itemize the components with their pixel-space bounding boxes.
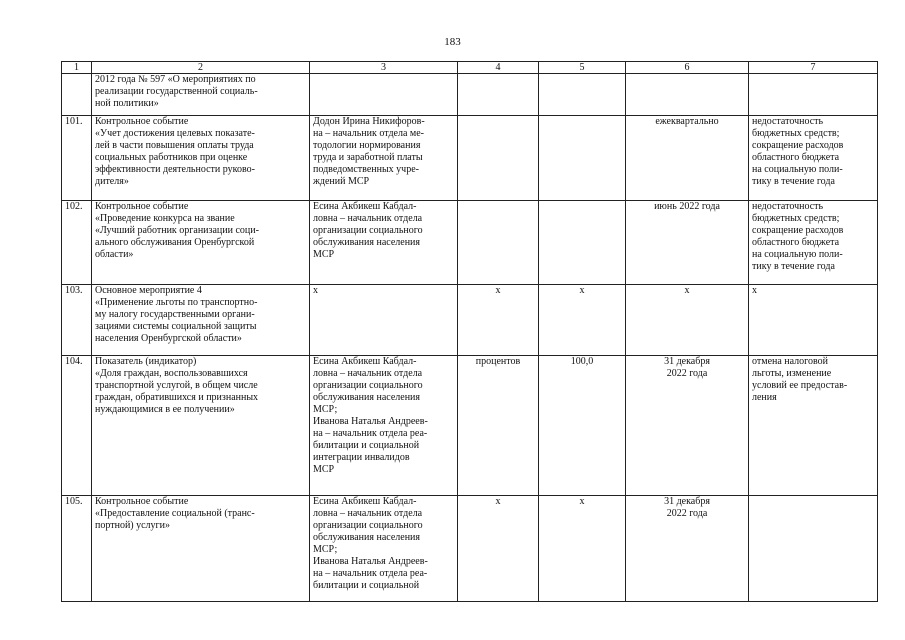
risks-line: сокращение расходов <box>752 140 844 151</box>
deadline-line: ежеквартально <box>655 116 719 127</box>
event-description <box>92 116 310 201</box>
risks <box>749 496 878 602</box>
risks-line: тику в течение года <box>752 176 835 187</box>
event-description-line: «Доля граждан, воспользовавшихся <box>95 368 248 379</box>
responsible-person <box>310 356 458 496</box>
event-description-line: ной политики» <box>95 98 159 109</box>
unit-of-measure: х <box>458 496 539 602</box>
row-number: 103. <box>62 285 92 356</box>
responsible-person-line: МСР; <box>313 544 338 555</box>
page-number: 183 <box>444 36 461 48</box>
unit-of-measure: процентов <box>458 356 539 496</box>
unit-of-measure <box>458 74 539 116</box>
risks <box>749 356 878 496</box>
event-description-line: лей в части повышения оплаты труда <box>95 140 254 151</box>
event-description-line: Контрольное событие <box>95 496 189 507</box>
unit-of-measure: х <box>458 285 539 356</box>
deadline-line: х <box>684 285 690 296</box>
risks-line: бюджетных средств; <box>752 128 840 139</box>
responsible-person-line: МСР <box>313 249 335 260</box>
target-value <box>539 74 626 116</box>
row-number <box>62 74 92 116</box>
risks-line: недостаточность <box>752 201 824 212</box>
target-value: 100,0 <box>539 356 626 496</box>
risks <box>749 74 878 116</box>
responsible-person-line: подведомственных учре- <box>313 164 419 175</box>
risks-line: на социальную поли- <box>752 164 843 175</box>
table-row <box>62 356 878 496</box>
responsible-person-line: х <box>313 285 318 296</box>
risks-line: на социальную поли- <box>752 249 843 260</box>
deadline-line: 31 декабря <box>664 356 710 367</box>
event-description-line: транспортной услугой, в общем числе <box>95 380 258 391</box>
event-description-line: «Учет достижения целевых показате- <box>95 128 255 139</box>
risks <box>749 201 878 285</box>
responsible-person <box>310 116 458 201</box>
table-row <box>62 285 878 356</box>
responsible-person-line: ловна – начальник отдела <box>313 213 423 224</box>
event-description-line: «Предоставление социальной (транс- <box>95 508 255 519</box>
deadline-line: 2022 года <box>666 508 708 519</box>
risks-line: отмена налоговой <box>752 356 829 367</box>
responsible-person-line: на – начальник отдела реа- <box>313 428 428 439</box>
column-header-5: 5 <box>539 62 626 74</box>
deadline-line: 31 декабря <box>664 496 710 507</box>
responsible-person-line: ловна – начальник отдела <box>313 368 423 379</box>
risks-line: областного бюджета <box>752 237 840 248</box>
risks-line: бюджетных средств; <box>752 213 840 224</box>
risks-line: областного бюджета <box>752 152 840 163</box>
event-description-line: населения Оренбургской области» <box>95 333 242 344</box>
responsible-person-line: на – начальник отдела ме- <box>313 128 425 139</box>
row-number: 102. <box>62 201 92 285</box>
responsible-person-line: обслуживания населения <box>313 237 420 248</box>
risks-line: сокращение расходов <box>752 225 844 236</box>
responsible-person-line: тодологии нормирования <box>313 140 421 151</box>
responsible-person-line: Додон Ирина Никифоров- <box>313 116 425 127</box>
event-description <box>92 285 310 356</box>
event-description-line: Контрольное событие <box>95 116 189 127</box>
responsible-person <box>310 285 458 356</box>
responsible-person-line: Есина Акбикеш Кабдал- <box>313 496 417 507</box>
event-description-line: реализации государственной социаль- <box>95 86 258 97</box>
target-value <box>539 201 626 285</box>
measures-table <box>61 61 878 602</box>
responsible-person-line: Есина Акбикеш Кабдал- <box>313 356 417 367</box>
column-header-6: 6 <box>626 62 749 74</box>
row-number: 101. <box>62 116 92 201</box>
responsible-person-line: интеграции инвалидов <box>313 452 410 463</box>
table-row <box>62 496 878 602</box>
event-description-line: граждан, обратившихся и признанных <box>95 392 259 403</box>
risks-line: условий ее предостав- <box>752 380 848 391</box>
table-row <box>62 201 878 285</box>
event-description-line: области» <box>95 249 134 260</box>
event-description <box>92 496 310 602</box>
unit-of-measure <box>458 116 539 201</box>
event-description-line: портной) услуги» <box>95 520 171 531</box>
deadline <box>626 285 749 356</box>
row-number: 104. <box>62 356 92 496</box>
risks-line: х <box>752 285 757 296</box>
responsible-person-line: МСР; <box>313 404 338 415</box>
event-description <box>92 356 310 496</box>
event-description-line: ального обслуживания Оренбургской <box>95 237 255 248</box>
deadline-line: июнь 2022 года <box>654 201 720 212</box>
deadline <box>626 496 749 602</box>
target-value <box>539 116 626 201</box>
event-description-line: Контрольное событие <box>95 201 189 212</box>
responsible-person-line: обслуживания населения <box>313 532 420 543</box>
risks-line: тику в течение года <box>752 261 835 272</box>
responsible-person <box>310 496 458 602</box>
risks <box>749 285 878 356</box>
table-row <box>62 116 878 201</box>
responsible-person-line: билитации и социальной <box>313 440 420 451</box>
deadline <box>626 201 749 285</box>
responsible-person-line: Есина Акбикеш Кабдал- <box>313 201 417 212</box>
column-header-7: 7 <box>749 62 878 74</box>
column-header-2: 2 <box>92 62 310 74</box>
responsible-person-line: на – начальник отдела реа- <box>313 568 428 579</box>
deadline <box>626 74 749 116</box>
responsible-person-line: ждений МСР <box>313 176 370 187</box>
responsible-person-line: ловна – начальник отдела <box>313 508 423 519</box>
event-description-line: «Лучший работник организации соци- <box>95 225 259 236</box>
responsible-person <box>310 201 458 285</box>
deadline-line: 2022 года <box>666 368 708 379</box>
risks-line: ления <box>752 392 777 403</box>
responsible-person-line: Иванова Наталья Андреев- <box>313 416 428 427</box>
event-description-line: нуждающимися в ее получении» <box>95 404 235 415</box>
responsible-person <box>310 74 458 116</box>
event-description-line: Показатель (индикатор) <box>95 356 197 367</box>
target-value: х <box>539 285 626 356</box>
event-description-line: социальных работников при оценке <box>95 152 248 163</box>
responsible-person-line: билитации и социальной <box>313 580 420 591</box>
event-description-line: 2012 года № 597 «О мероприятиях по <box>95 74 256 85</box>
responsible-person-line: организации социального <box>313 380 423 391</box>
responsible-person-line: организации социального <box>313 520 423 531</box>
responsible-person-line: Иванова Наталья Андреев- <box>313 556 428 567</box>
table-row <box>62 74 878 116</box>
event-description-line: дителя» <box>95 176 129 187</box>
responsible-person-line: обслуживания населения <box>313 392 420 403</box>
event-description-line: «Проведение конкурса на звание <box>95 213 235 224</box>
event-description <box>92 74 310 116</box>
unit-of-measure <box>458 201 539 285</box>
responsible-person-line: МСР <box>313 464 335 475</box>
responsible-person-line: организации социального <box>313 225 423 236</box>
responsible-person-line: труда и заработной платы <box>313 152 423 163</box>
deadline <box>626 356 749 496</box>
event-description-line: зациями системы социальной защиты <box>95 321 257 332</box>
column-header-3: 3 <box>310 62 458 74</box>
event-description-line: му налогу государственными органи- <box>95 309 255 320</box>
risks-line: недостаточность <box>752 116 824 127</box>
event-description-line: эффективности деятельности руково- <box>95 164 255 175</box>
column-header-1: 1 <box>62 62 92 74</box>
header-row <box>62 62 878 74</box>
risks-line: льготы, изменение <box>752 368 832 379</box>
event-description <box>92 201 310 285</box>
column-header-4: 4 <box>458 62 539 74</box>
target-value: х <box>539 496 626 602</box>
event-description-line: «Применение льготы по транспортно- <box>95 297 258 308</box>
row-number: 105. <box>62 496 92 602</box>
deadline <box>626 116 749 201</box>
risks <box>749 116 878 201</box>
event-description-line: Основное мероприятие 4 <box>95 285 202 296</box>
